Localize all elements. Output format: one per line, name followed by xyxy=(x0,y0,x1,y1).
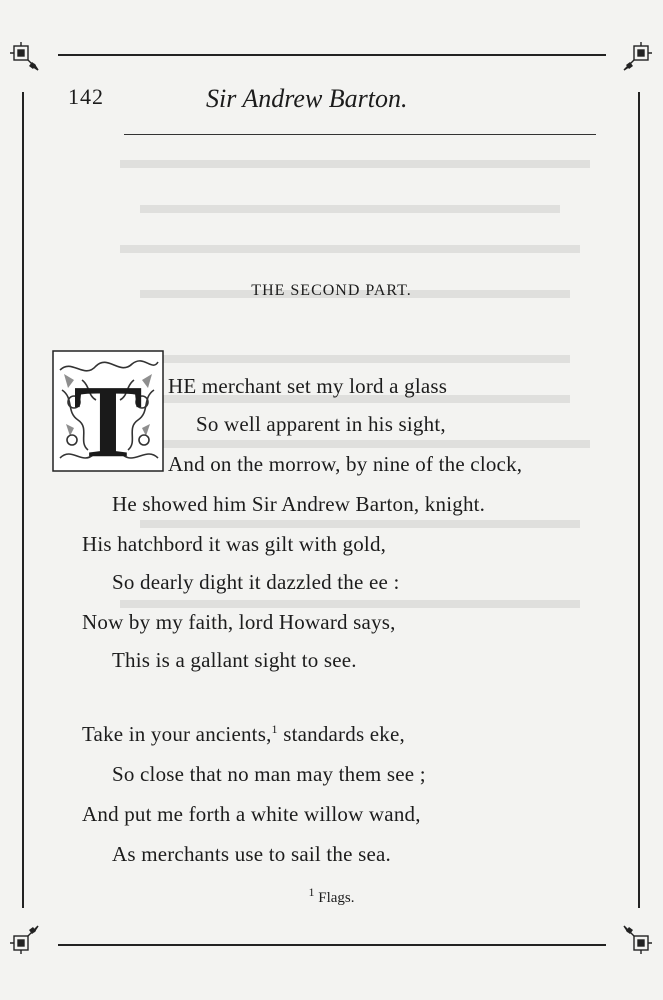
verse-line: Now by my faith, lord Howard says, xyxy=(82,610,396,634)
verse-text: standards eke, xyxy=(277,722,405,746)
ornamental-initial-icon xyxy=(52,350,164,472)
corner-ornament-bottom-right-icon xyxy=(620,922,654,956)
frame-right-border xyxy=(638,92,640,908)
verse-line: This is a gallant sight to see. xyxy=(112,648,357,672)
footnote xyxy=(0,885,663,907)
verse-line: So close that no man may them see ; xyxy=(112,762,426,786)
verse-line: So dearly dight it dazzled the ee : xyxy=(112,570,400,594)
section-title: THE SECOND PART. xyxy=(251,282,412,299)
page-header xyxy=(68,84,598,118)
verse-line xyxy=(82,722,405,747)
verse-line: He showed him Sir Andrew Barton, knight. xyxy=(112,492,486,516)
page-number: 142 xyxy=(68,84,104,109)
frame-top-border xyxy=(58,54,606,56)
verse-line: His hatchbord it was gilt with gold, xyxy=(82,532,387,556)
running-title: Sir Andrew Barton. xyxy=(206,84,408,113)
header-rule xyxy=(124,134,596,135)
verse-line: As merchants use to sail the sea. xyxy=(112,842,391,866)
corner-ornament-top-right-icon xyxy=(620,40,654,74)
verse-line: HE merchant set my lord a glass xyxy=(168,374,448,398)
footnote-marker: 1 xyxy=(308,885,315,899)
verse-text: Take in your ancients, xyxy=(82,722,272,746)
verse-line: So well apparent in his sight, xyxy=(196,412,446,436)
corner-ornament-bottom-left-icon xyxy=(8,922,42,956)
verse-line: And put me forth a white willow wand, xyxy=(82,802,421,826)
frame-bottom-border xyxy=(58,944,606,946)
frame-left-border xyxy=(22,92,24,908)
corner-ornament-top-left-icon xyxy=(8,40,42,74)
drop-cap-letter: T xyxy=(73,364,143,472)
footnote-text: Flags. xyxy=(314,890,355,906)
footnote-reference: 1 xyxy=(271,722,278,736)
verse-line: And on the morrow, by nine of the clock, xyxy=(168,452,523,476)
